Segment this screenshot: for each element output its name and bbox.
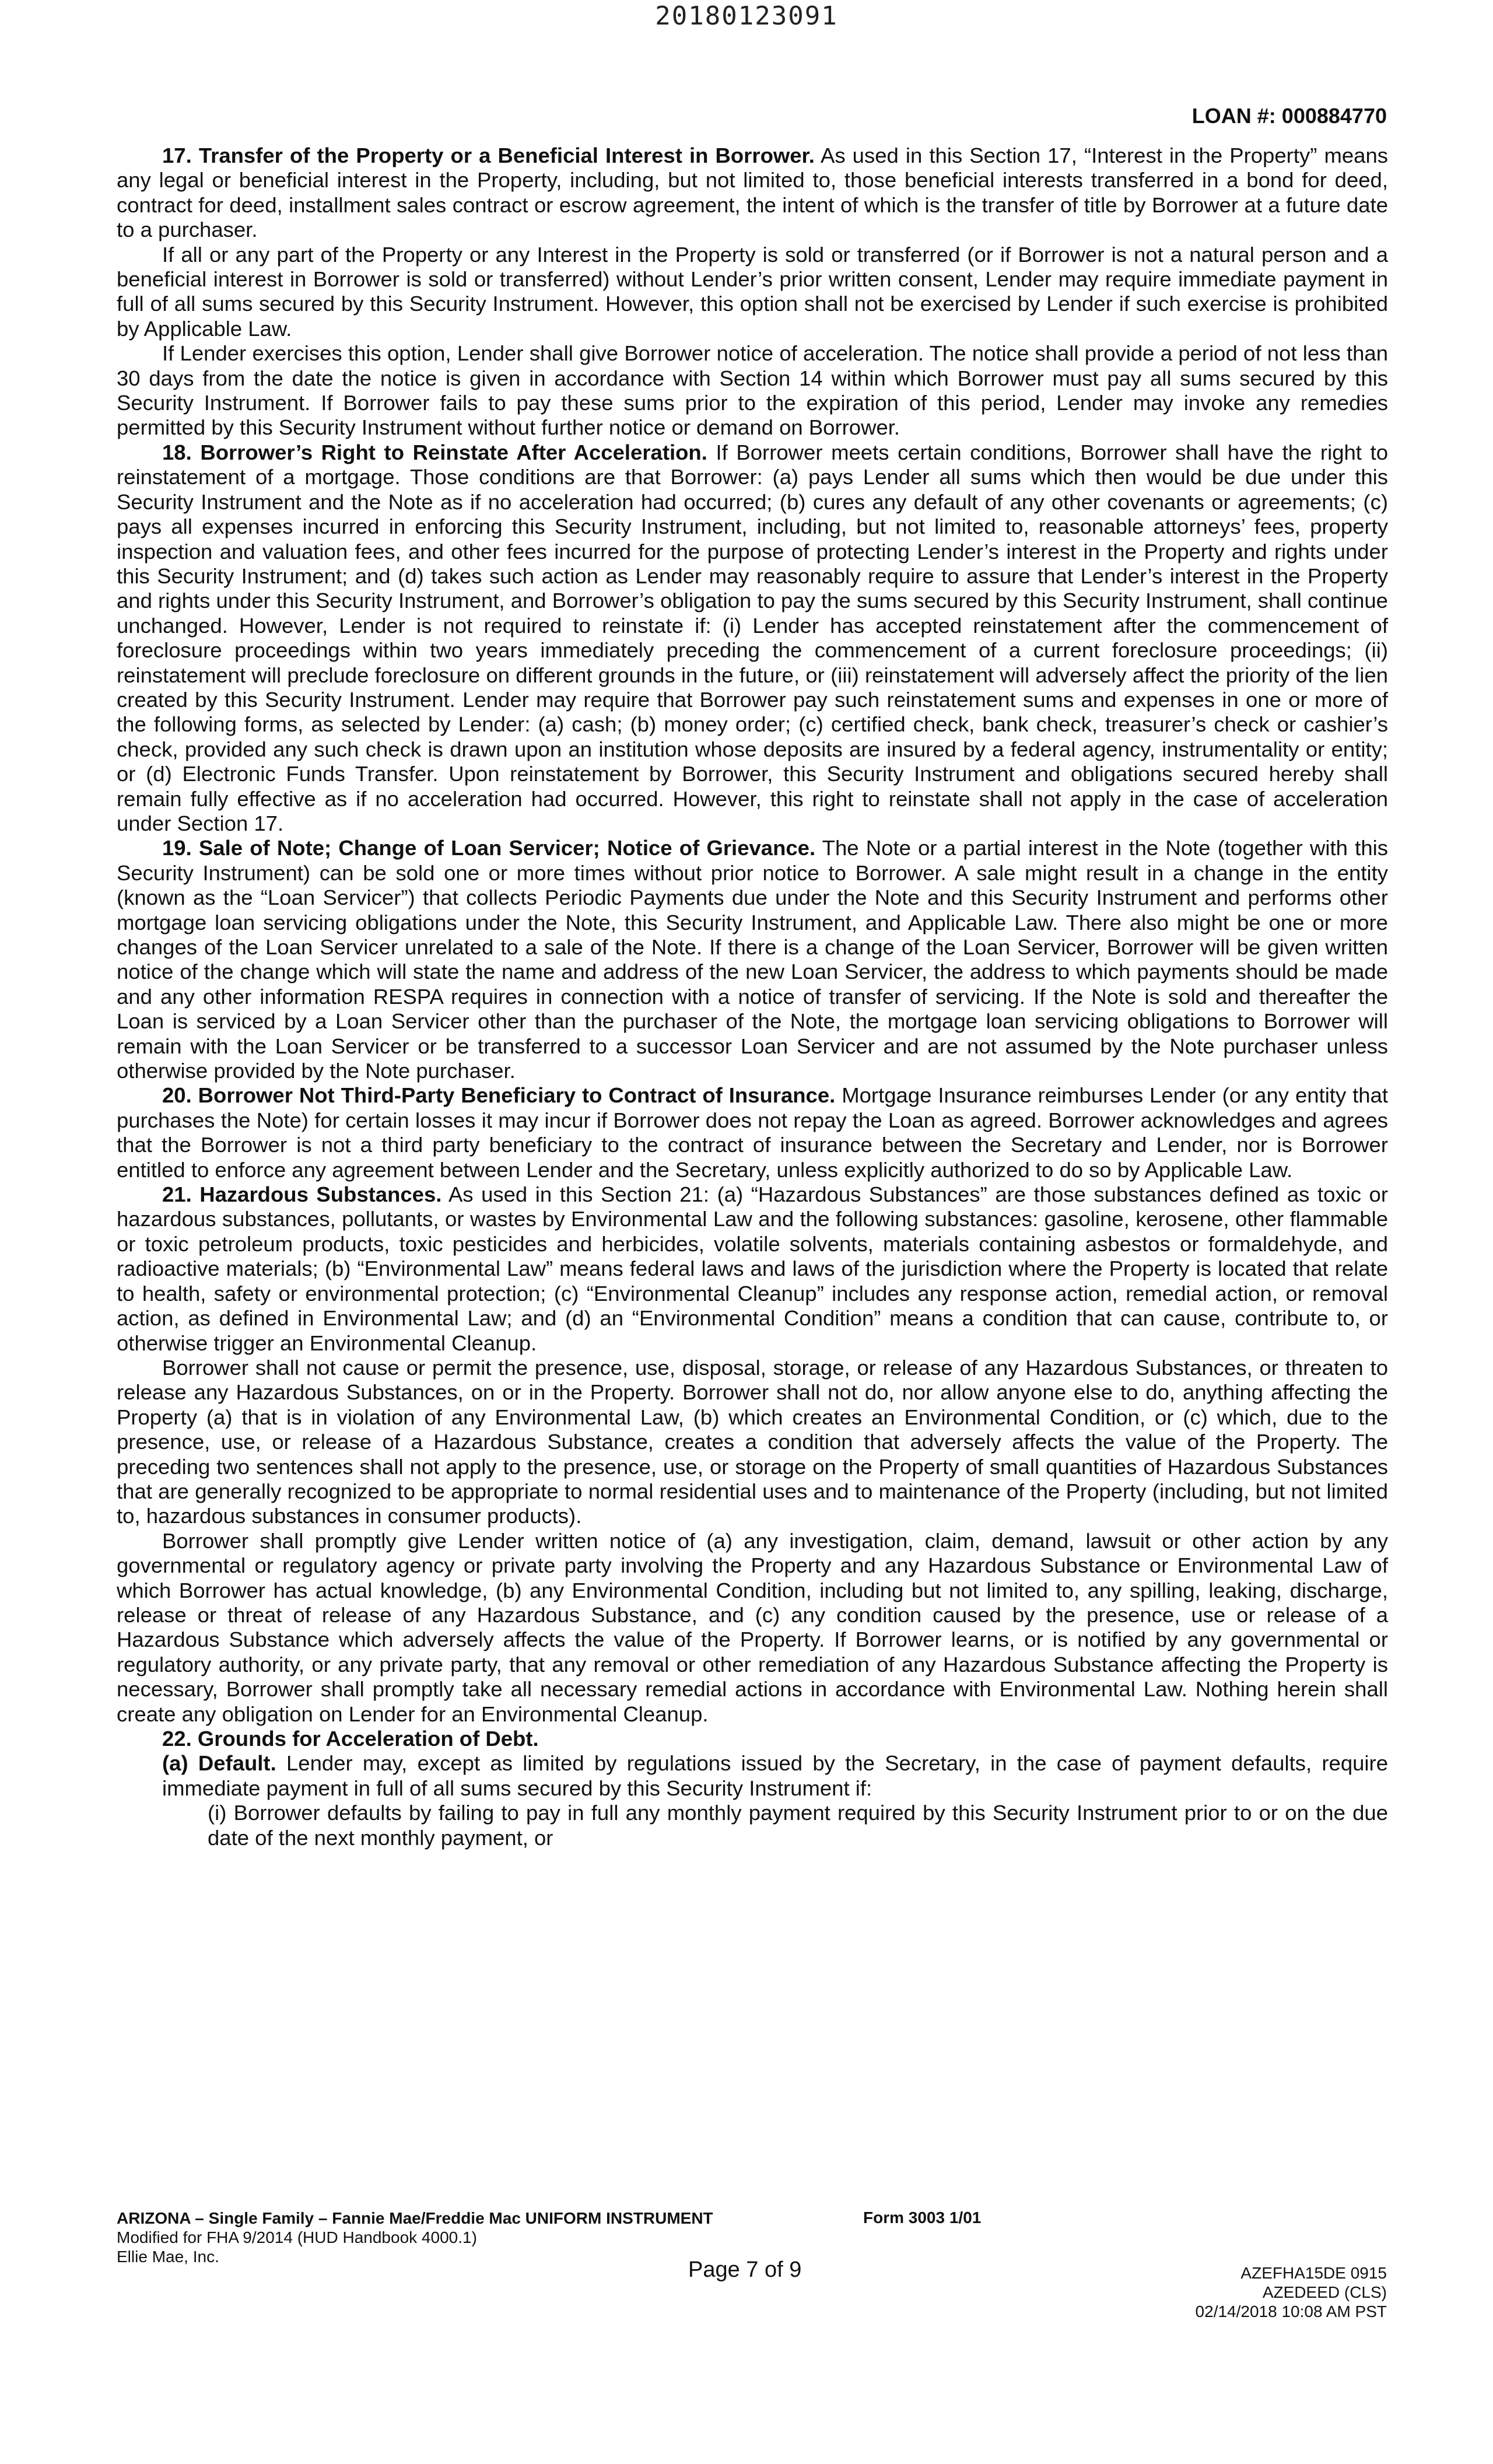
paragraph: If Lender exercises this option, Lender shall give Borrower notice of acceleration. The notice shall provide a period of not less than 30 days from the date the notice is given in accordance with Section 14 within which Borrower must pay all sums secured by this Security Instrument. If Borrower fails to pay these sums prior to the expiration of this period, Lender may invoke any remedies permitted by this Security Instrument without further notice or demand on Borrower. [117,341,1388,440]
section-title: 17. Transfer of the Property or a Beneficial Interest in Borrower. [162,144,815,167]
footer-code-1: AZEFHA15DE 0915 [1240,2264,1387,2282]
section-title: 19. Sale of Note; Change of Loan Servicer; Notice of Grievance. [162,836,816,860]
section-title: 21. Hazardous Substances. [162,1182,442,1207]
section-20 [117,1083,1388,1182]
section-19 [117,836,1388,1083]
footer-code-2: AZEDEED (CLS) [1262,2283,1387,2301]
section-text: The Note or a partial interest in the Note (together with this Security Instrument) can be sold one or more times without prior notice to Borrower. A sale might result in a change in the entity (known as the “Loan Servicer”) that collects Periodic Payments due under the Note and this Security Instrument and performs other mortgage loan servicing obligations under the Note, this Security Instrument, and Applicable Law. There also might be one or more changes of the Loan Servicer unrelated to a sale of the Note. If there is a change of the Loan Servicer, Borrower will be given written notice of the change which will state the name and address of the new Loan Servicer, the address to which payments should be made and any other information RESPA requires in connection with a notice of transfer of servicing. If the Note is sold and thereafter the Loan is serviced by a Loan Servicer other than the purchaser of the Note, the mortgage loan servicing obligations to Borrower will remain with the Loan Servicer or be transferred to a successor Loan Servicer and are not assumed by the Note purchaser unless otherwise provided by the Note purchaser. [117,836,1388,1083]
subsection-title: (a) Default. [162,1751,276,1776]
document-number: 20180123091 [655,1,838,31]
page-number: Page 7 of 9 [688,2258,802,2282]
document-body [117,144,1388,1850]
loan-number: LOAN #: 000884770 [1191,104,1387,128]
footer-modified-note: Modified for FHA 9/2014 (HUD Handbook 4000.1) [117,2228,477,2246]
footer-form-number: Form 3003 1/01 [863,2208,982,2227]
section-title: 18. Borrower’s Right to Reinstate After Acceleration. [162,440,707,464]
footer-codes [1196,2263,1387,2321]
subsection-a [117,1751,1388,1801]
section-text: As used in this Section 21: (a) “Hazardous Substances” are those substances defined as toxic or hazardous substances, pollutants, or wastes by Environmental Law and the following substances: gasoline, kerosene, other flammable or toxic petroleum products, toxic pesticides and herbicides, volatile solvents, materials containing asbestos or formaldehyde, and radioactive materials; (b) “Environmental Law” means federal laws and laws of the jurisdiction where the Property is located that relate to health, safety or environmental protection; (c) “Environmental Cleanup” includes any response action, remedial action, or removal action, as defined in Environmental Law; and (d) an “Environmental Condition” means a condition that can cause, contribute to, or otherwise trigger an Environmental Cleanup. [117,1182,1388,1355]
section-text: If Borrower meets certain conditions, Borrower shall have the right to reinstatement of a mortgage. Those conditions are that Borrower: (a) pays Lender all sums which then would be due under this Security Instrument and the Note as if no acceleration had occurred; (b) cures any default of any other covenants or agreements; (c) pays all expenses incurred in enforcing this Security Instrument, including, but not limited to, reasonable attorneys’ fees, property inspection and valuation fees, and other fees incurred for the purpose of protecting Lender’s interest in the Property and rights under this Security Instrument; and (d) takes such action as Lender may reasonably require to assure that Lender’s interest in the Property and rights under this Security Instrument, and Borrower’s obligation to pay the sums secured by this Security Instrument, shall continue unchanged. However, Lender is not required to reinstate if: (i) Lender has accepted reinstatement after the commencement of foreclosure proceedings within two years immediately preceding the commencement of a current foreclosure proceedings; (ii) reinstatement will preclude foreclosure on different grounds in the future, or (iii) reinstatement will adversely affect the priority of the lien created by this Security Instrument. Lender may require that Borrower pay such reinstatement sums and expenses in one or more of the following forms, as selected by Lender: (a) cash; (b) money order; (c) certified check, bank check, treasurer’s check or cashier’s check, provided any such check is drawn upon an institution whose deposits are insured by a federal agency, instrumentality or entity; or (d) Electronic Funds Transfer. Upon reinstatement by Borrower, this Security Instrument and obligations secured hereby shall remain fully effective as if no acceleration had occurred. However, this right to reinstate shall not apply in the case of acceleration under Section 17. [117,440,1388,835]
paragraph: Borrower shall promptly give Lender written notice of (a) any investigation, claim, demand, lawsuit or other action by any governmental or regulatory agency or private party involving the Property and any Hazardous Substance or Environmental Law of which Borrower has actual knowledge, (b) any Environmental Condition, including but not limited to, any spilling, leaking, discharge, release or threat of release of any Hazardous Substance, and (c) any condition caused by the presence, use or release of a Hazardous Substance which adversely affects the value of the Property. If Borrower learns, or is notified by any governmental or regulatory authority, or any private party, that any removal or other remediation of any Hazardous Substance affecting the Property is necessary, Borrower shall promptly take all necessary remedial actions in accordance with Environmental Law. Nothing herein shall create any obligation on Lender for an Environmental Cleanup. [117,1528,1388,1726]
footer-vendor: Ellie Mae, Inc. [117,2248,219,2266]
subsection-text: Lender may, except as limited by regulations issued by the Secretary, in the case of payment defaults, require immediate payment in full of all sums secured by this Security Instrument if: [162,1751,1388,1800]
subsection-i: (i) Borrower defaults by failing to pay in full any monthly payment required by this Security Instrument prior to or on the due date of the next monthly payment, or [208,1801,1388,1850]
section-22 [117,1727,1388,1751]
footer-timestamp: 02/14/2018 10:08 AM PST [1195,2302,1387,2320]
footer-form-info [117,2208,713,2266]
section-18 [117,440,1388,836]
section-21 [117,1182,1388,1356]
section-text: As used in this Section 17, “Interest in the Property” means any legal or beneficial interest in the Property, including, but not limited to, those beneficial interests transferred in a bond for deed, contract for deed, installment sales contract or escrow agreement, the intent of which is the transfer of title by Borrower at a future date to a purchaser. [117,144,1388,242]
footer-form-title: ARIZONA – Single Family – Fannie Mae/Freddie Mac UNIFORM INSTRUMENT [117,2209,713,2227]
paragraph: Borrower shall not cause or permit the presence, use, disposal, storage, or release of any Hazardous Substances, or threaten to release any Hazardous Substances, on or in the Property. Borrower shall not do, nor allow anyone else to do, anything affecting the Property (a) that is in violation of any Environmental Law, (b) which creates an Environmental Condition, or (c) which, due to the presence, use, or release of a Hazardous Substance, creates a condition that adversely affects the value of the Property. The preceding two sentences shall not apply to the presence, use, or storage on the Property of small quantities of Hazardous Substances that are generally recognized to be appropriate to normal residential uses and to maintenance of the Property (including, but not limited to, hazardous substances in consumer products). [117,1355,1388,1528]
section-17 [117,144,1388,243]
section-title: 22. Grounds for Acceleration of Debt. [162,1727,539,1751]
section-title: 20. Borrower Not Third-Party Beneficiary to Contract of Insurance. [162,1083,836,1108]
section-text: Mortgage Insurance reimburses Lender (or any entity that purchases the Note) for certain losses it may incur if Borrower does not repay the Loan as agreed. Borrower acknowledges and agrees that the Borrower is not a third party beneficiary to the contract of insurance between the Secretary and Lender, nor is Borrower entitled to enforce any agreement between Lender and the Secretary, unless explicitly authorized to do so by Applicable Law. [117,1083,1389,1182]
paragraph: If all or any part of the Property or any Interest in the Property is sold or transferred (or if Borrower is not a natural person and a beneficial interest in Borrower is sold or transferred) without Lender’s prior written consent, Lender may require immediate payment in full of all sums secured by this Security Instrument. However, this option shall not be exercised by Lender if such exercise is prohibited by Applicable Law. [117,242,1388,341]
